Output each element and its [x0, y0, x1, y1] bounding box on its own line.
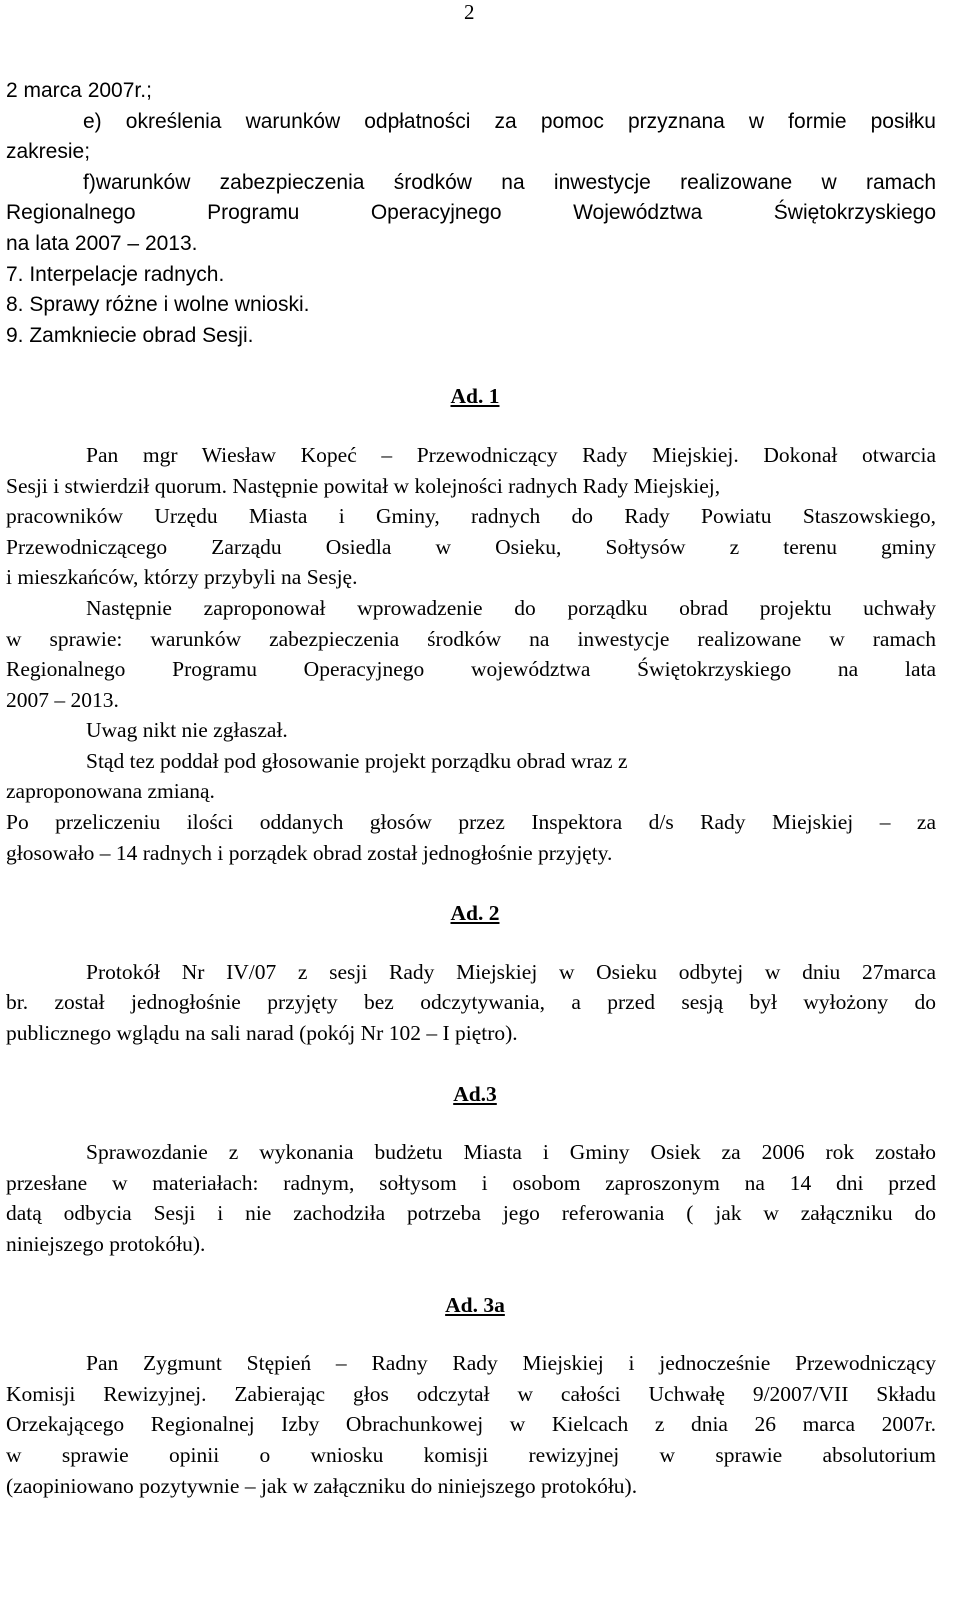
ad1-paragraph-line: Stąd tez poddał pod głosowanie projekt porządku obrad wraz z	[86, 748, 628, 773]
ad3a-paragraph-line: Orzekającego Regionalnej Izby Obrachunkowej w Kielcach z dnia 26 marca 2007r.	[6, 1412, 936, 1437]
ad3a-paragraph-line: w sprawie opinii o wniosku komisji rewizyjnej w sprawie absolutorium	[6, 1442, 936, 1467]
ad1-paragraph-line: w sprawie: warunków zabezpieczenia środków na inwestycje realizowane w ramach	[6, 626, 936, 651]
section-heading-ad1: Ad. 1	[450, 384, 500, 409]
agenda-item-f-cont: na lata 2007 – 2013.	[6, 231, 198, 255]
ad3a-paragraph-line: (zaopiniowano pozytywnie – jak w załączniku do niniejszego protokółu).	[6, 1473, 638, 1498]
ad1-paragraph-line: 2007 – 2013.	[6, 687, 119, 712]
ad3a-paragraph-line: Komisji Rewizyjnej. Zabierając głos odczytał w całości Uchwałę 9/2007/VII Składu	[6, 1381, 936, 1406]
agenda-item-9: 9. Zamkniecie obrad Sesji.	[6, 323, 254, 347]
ad1-paragraph-line: Po przeliczeniu ilości oddanych głosów przez Inspektora d/s Rady Miejskiej – za	[6, 810, 936, 835]
agenda-item-e: e) określenia warunków odpłatności za pomoc przyznana w formie posiłku	[83, 109, 936, 133]
ad1-paragraph-line: zaproponowana zmianą.	[6, 779, 215, 804]
ad3-paragraph-line: Sprawozdanie z wykonania budżetu Miasta i Gminy Osiek za 2006 rok zostało	[86, 1140, 936, 1165]
ad1-paragraph-line: Sesji i stwierdził quorum. Następnie powitał w kolejności radnych Rady Miejskiej,	[6, 473, 721, 498]
agenda-item-8: 8. Sprawy różne i wolne wnioski.	[6, 293, 310, 317]
ad1-paragraph-line: głosowało – 14 radnych i porządek obrad został jednogłośnie przyjęty.	[6, 840, 613, 865]
ad2-paragraph-line: publicznego wglądu na sali narad (pokój Nr 102 – I piętro).	[6, 1021, 518, 1046]
ad3-paragraph-line: niniejszego protokółu).	[6, 1232, 206, 1256]
ad3-paragraph-line: przesłane w materiałach: radnym, sołtysom i osobom zaproszonym na 14 dni przed	[6, 1170, 936, 1195]
section-heading-ad3a: Ad. 3a	[445, 1292, 505, 1317]
ad2-paragraph-line: Protokół Nr IV/07 z sesji Rady Miejskiej w Osieku odbytej w dniu 27marca	[86, 959, 936, 984]
agenda-item-f: f)warunków zabezpieczenia środków na inwestycje realizowane w ramach	[83, 170, 936, 194]
ad1-paragraph-line: Uwag nikt nie zgłaszał.	[86, 718, 288, 743]
ad2-paragraph-line: br. został jednogłośnie przyjęty bez odczytywania, a przed sesją był wyłożony do	[6, 990, 936, 1015]
ad1-paragraph-line: pracowników Urzędu Miasta i Gminy, radnych do Rady Powiatu Staszowskiego,	[6, 504, 936, 529]
ad1-paragraph-line: Pan mgr Wiesław Kopeć – Przewodniczący Rady Miejskiej. Dokonał otwarcia	[86, 442, 936, 467]
ad3a-paragraph-line: Pan Zygmunt Stępień – Radny Rady Miejskiej i jednocześnie Przewodniczący	[86, 1351, 936, 1376]
page-number: 2	[464, 0, 475, 24]
agenda-item-e-cont: zakresie;	[6, 140, 91, 164]
agenda-item-f-cont: Regionalnego Programu Operacyjnego Województwa Świętokrzyskiego	[6, 201, 936, 225]
ad1-paragraph-line: i mieszkańców, którzy przybyli na Sesję.	[6, 565, 358, 590]
section-heading-ad3: Ad.3	[453, 1081, 497, 1106]
agenda-item-7: 7. Interpelacje radnych.	[6, 262, 225, 286]
document-body	[6, 76, 936, 1501]
agenda-date-line: 2 marca 2007r.;	[6, 79, 152, 102]
ad1-paragraph-line: Następnie zaproponował wprowadzenie do porządku obrad projektu uchwały	[86, 595, 936, 620]
ad1-paragraph-line: Regionalnego Programu Operacyjnego województwa Świętokrzyskiego na lata	[6, 657, 936, 682]
ad1-paragraph-line: Przewodniczącego Zarządu Osiedla w Osieku, Sołtysów z terenu gminy	[6, 534, 936, 559]
ad3-paragraph-line: datą odbycia Sesji i nie zachodziła potrzeba jego referowania ( jak w załączniku do	[6, 1201, 936, 1226]
section-heading-ad2: Ad. 2	[450, 901, 500, 926]
